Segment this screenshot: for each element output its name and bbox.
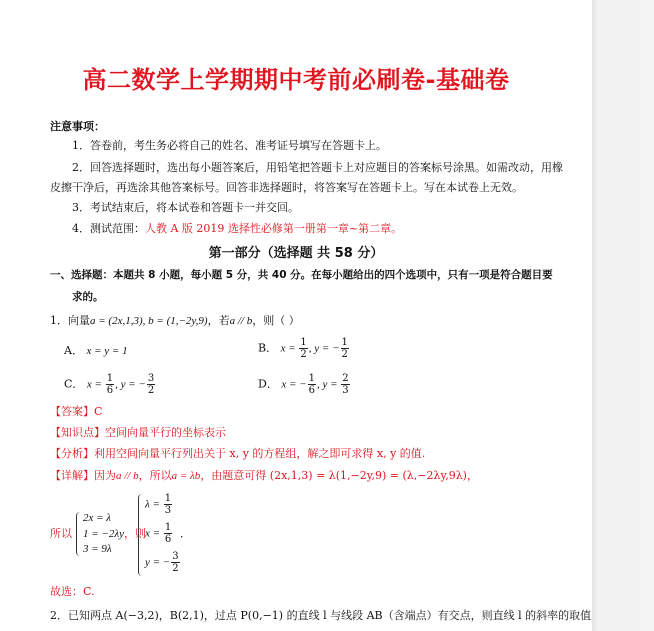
then-label: ，则	[124, 527, 146, 540]
option-y: , y = −	[115, 378, 146, 391]
stem-suffix: ，则（ ）	[252, 314, 300, 327]
section-heading: 第一部分（选择题 共 58 分）	[208, 246, 384, 261]
option-d	[258, 373, 351, 396]
analysis-line	[50, 447, 425, 461]
option-label: B．	[258, 341, 278, 355]
viewer-side-panel	[592, 0, 654, 631]
notice-heading: 注意事项：	[50, 120, 105, 133]
option-text: x = y = 1	[86, 345, 128, 357]
fraction-numerator: 1	[106, 373, 114, 384]
equation-brace	[76, 512, 82, 556]
knowledge-tag: 【知识点】	[50, 426, 105, 439]
vector-b: b = (1,−2y,9)	[148, 315, 208, 327]
fraction-numerator: 3	[172, 551, 179, 562]
option-label: D．	[258, 377, 278, 391]
solution-var: x =	[145, 527, 163, 540]
page-title: 高二数学上学期期中考前必刷卷-基础卷	[82, 66, 510, 94]
option-b	[258, 337, 350, 360]
parallel-condition: a // b	[229, 315, 253, 327]
solution-var: y = −	[145, 556, 171, 569]
option-x: x = −	[281, 378, 307, 391]
equation-3: 3 = 9λ	[83, 543, 112, 555]
detail-math: a // b	[116, 470, 139, 482]
option-x: x =	[86, 378, 105, 391]
option-label: C．	[64, 377, 84, 391]
fraction-numerator: 1	[308, 373, 315, 384]
fraction-denominator: 2	[147, 385, 155, 396]
answer-value: C	[94, 405, 103, 418]
solution-x	[145, 522, 173, 545]
section-intro: 一、选择题：本题共 8 小题，每小题 5 分，共 40 分。在每小题给出的四个选项中，只有一项是符合题目要	[50, 269, 553, 281]
option-y: , y =	[316, 378, 341, 391]
fraction-denominator: 2	[341, 349, 348, 360]
detail-tag: 【详解】	[50, 469, 94, 482]
detail-text: ，由题意可得 (2x,1,3) = λ(1,−2y,9) = (λ,−2λy,9λ)，	[200, 469, 478, 482]
option-c	[64, 373, 156, 396]
question-2-stem: 2．已知两点 A(−3,2)，B(2,1)，过点 P(0,−1) 的直线 l 与线段 AB（含端点）有交点，则直线 l 的斜率的取值	[50, 609, 592, 622]
solution-lambda	[145, 493, 173, 516]
notice-item-scope	[72, 222, 402, 236]
knowledge-line	[50, 426, 226, 440]
analysis-value: 利用空间向量平行列出关于 x, y 的方程组，解之即可求得 x, y 的值.	[94, 447, 426, 460]
detail-math: a = λb	[171, 470, 201, 482]
notice-item: 3．考试结束后，将本试卷和答题卡一并交回。	[72, 201, 299, 214]
analysis-tag: 【分析】	[50, 447, 94, 460]
period: ．	[180, 527, 191, 540]
option-y: , y = −	[308, 342, 340, 355]
fraction-denominator: 3	[342, 385, 349, 396]
notice-item: 1．答卷前，考生务必将自己的姓名、准考证号填写在答题卡上。	[72, 139, 387, 152]
question-1-stem	[50, 314, 300, 328]
knowledge-value: 空间向量平行的坐标表示	[105, 426, 226, 439]
solution-y	[145, 551, 181, 574]
detail-text: 因为	[94, 469, 116, 482]
conclusion: 故选：C.	[50, 585, 95, 598]
answer-line	[50, 405, 102, 419]
fraction-denominator: 6	[164, 534, 172, 545]
section-intro-cont: 求的。	[72, 291, 104, 303]
fraction-numerator: 2	[342, 373, 349, 384]
scope-label: 4．测试范围：	[72, 222, 145, 235]
fraction-numerator: 1	[341, 337, 348, 348]
stem-prefix: 1．向量	[50, 314, 90, 327]
scope-value: 人教 A 版 2019 选择性必修第一册第一章~第二章。	[145, 222, 403, 235]
fraction-numerator: 1	[164, 493, 172, 504]
fraction-denominator: 3	[164, 505, 172, 516]
option-a	[64, 344, 128, 358]
solution-var: λ =	[145, 498, 163, 511]
detail-text: ，所以	[138, 469, 172, 482]
fraction-numerator: 3	[147, 373, 155, 384]
fraction-denominator: 2	[172, 563, 179, 574]
option-label: A．	[64, 344, 83, 357]
notice-item: 2．回答选择题时，选出每小题答案后，用铅笔把答题卡上对应题目的答案标号涂黑。如需改动，用橡	[72, 161, 563, 174]
stem-mid: ，若	[207, 314, 230, 327]
fraction-numerator: 1	[164, 522, 172, 533]
equation-2: 1 = −2λy	[83, 528, 124, 540]
fraction-denominator: 2	[300, 349, 307, 360]
fraction-numerator: 1	[300, 337, 307, 348]
vector-a: a = (2x,1,3),	[90, 315, 149, 327]
option-x: x =	[280, 342, 299, 355]
detail-line	[50, 469, 478, 483]
equation-1: 2x = λ	[83, 512, 112, 524]
notice-item: 皮擦干净后，再选涂其他答案标号。回答非选择题时，将答案写在答题卡上。写在本试卷上无效。	[50, 181, 523, 194]
so-label: 所以	[50, 527, 72, 540]
solution-brace	[138, 494, 144, 576]
answer-tag: 【答案】	[50, 405, 94, 418]
fraction-denominator: 6	[106, 385, 114, 396]
fraction-denominator: 6	[308, 385, 315, 396]
